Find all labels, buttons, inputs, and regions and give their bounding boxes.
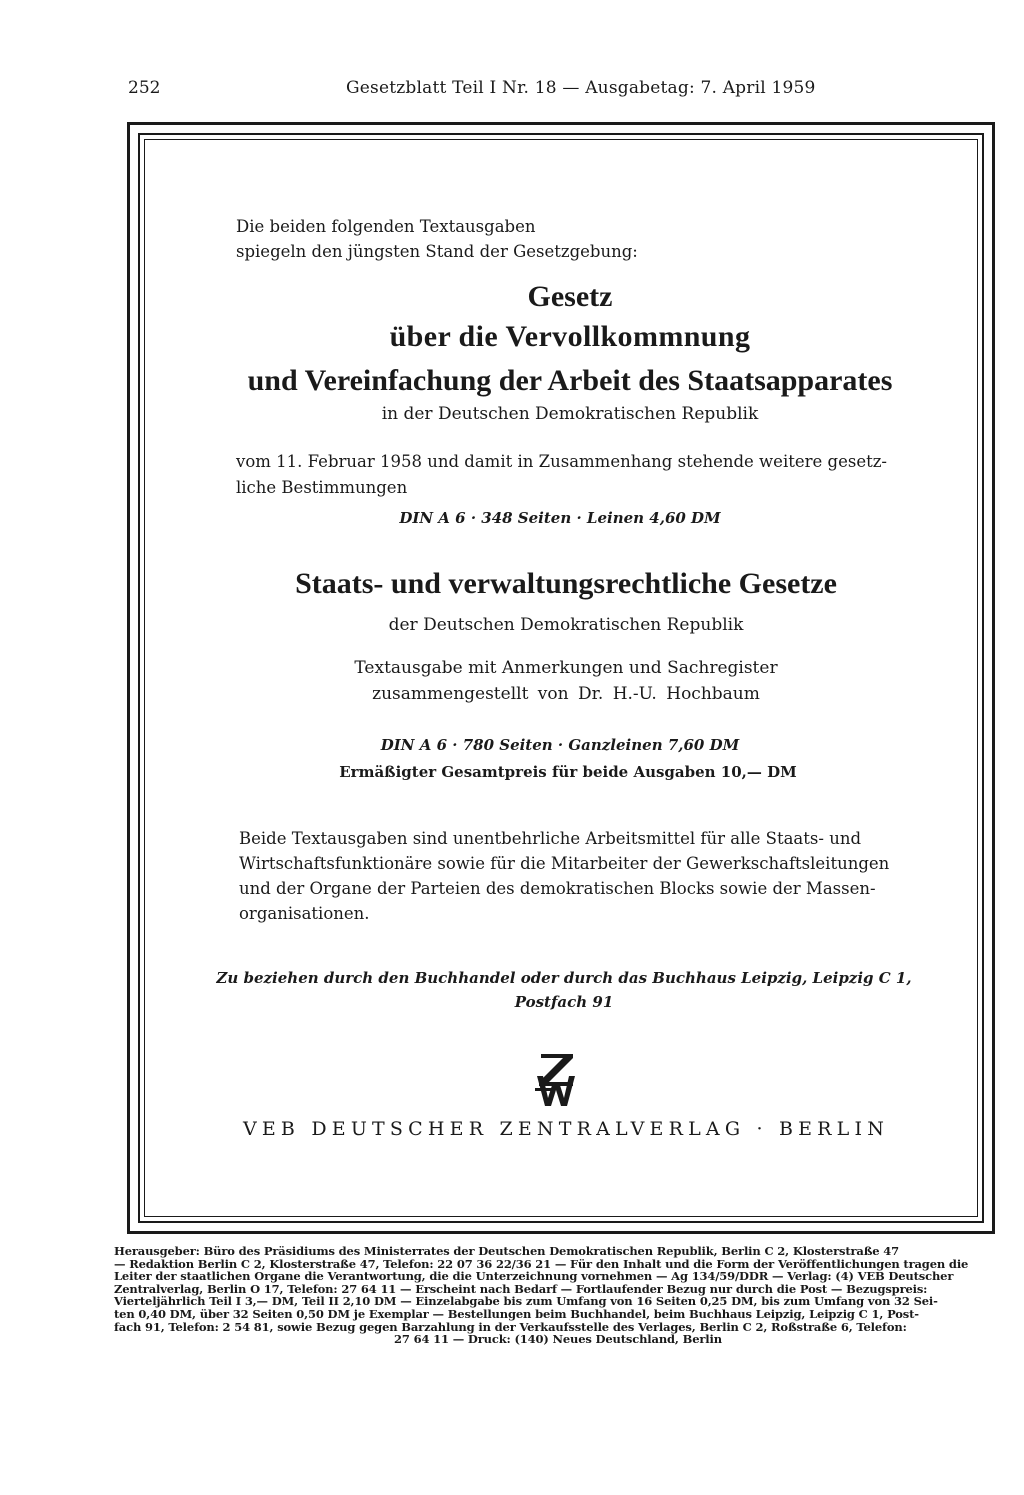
advert-body-text — [239, 826, 891, 926]
body-line-4: organisationen. — [239, 904, 370, 923]
gazette-header-title: Gesetzblatt Teil I Nr. 18 — Ausgabetag: 7. April 1959 — [346, 78, 816, 98]
imprint-line-6: ten 0,40 DM, über 32 Seiten 0,50 DM je Exemplar — Bestellungen beim Buchhandel, beim Buchhaus Leipzig, Leipzig C 1, Post- — [114, 1306, 919, 1321]
imprint-line-3: Leiter der staatlichen Organe die Verantwortung, die die Unterzeichnung vornehmen — Ag 134/59/DDR — Verlag: (4) VEB Deutscher — [114, 1269, 954, 1284]
order-line-2: Postfach 91 — [514, 993, 614, 1011]
order-info — [134, 966, 994, 1014]
body-line-1: Beide Textausgaben sind unentbehrliche Arbeitsmittel für alle Staats- und — [239, 829, 862, 848]
intro-line-2: spiegeln den jüngsten Stand der Gesetzgebung: — [236, 242, 638, 261]
book1-subtitle: in der Deutschen Demokratischen Republik — [381, 404, 759, 424]
page-header — [128, 78, 968, 100]
book2-subtitle: der Deutschen Demokratischen Republik — [388, 615, 744, 635]
book1-desc-line-2: liche Bestimmungen — [236, 478, 408, 497]
book2-title: Staats- und verwaltungsrechtliche Gesetze — [295, 567, 837, 600]
page-number: 252 — [128, 78, 161, 98]
book1-title-line-3: und Vereinfachung der Arbeit des Staatsapparates — [247, 364, 893, 397]
publisher-name: VEB DEUTSCHER ZENTRALVERLAG · BERLIN — [242, 1118, 890, 1140]
book1-desc-line-1: vom 11. Februar 1958 und damit in Zusammenhang stehende weitere gesetz- — [236, 452, 887, 471]
book2-edition-line-1: Textausgabe mit Anmerkungen und Sachregister — [354, 658, 778, 678]
total-price: Ermäßigter Gesamtpreis für beide Ausgaben 10,— DM — [339, 763, 797, 781]
imprint-line-1: Herausgeber: Büro des Präsidiums des Ministerrates der Deutschen Demokratischen Republik, Berlin C 2, Klosterstraße 47 — [114, 1244, 900, 1258]
imprint-footer — [114, 1245, 1002, 1346]
book1-title-line-2: über die Vervollkommnung — [389, 320, 751, 353]
book1-spec: DIN A 6 · 348 Seiten · Leinen 4,60 DM — [399, 509, 721, 527]
body-line-2: Wirtschaftsfunktionäre sowie für die Mitarbeiter der Gewerkschaftsleitungen — [239, 854, 890, 873]
order-line-1: Zu beziehen durch den Buchhandel oder durch das Buchhaus Leipzig, Leipzig C 1, — [216, 969, 912, 987]
imprint-line-8: 27 64 11 — Druck: (140) Neues Deutschland, Berlin — [394, 1332, 722, 1347]
imprint-line-4: Zentralverlag, Berlin O 17, Telefon: 27 64 11 — Erscheint nach Bedarf — Fortlaufender Bezug nur durch die Post — Bezugspreis: — [114, 1281, 928, 1296]
publisher-logo-icon — [533, 1052, 579, 1108]
book1-title-line-1: Gesetz — [527, 280, 613, 313]
intro-line-1: Die beiden folgenden Textausgaben — [236, 217, 536, 236]
imprint-line-2: — Redaktion Berlin C 2, Klosterstraße 47, Telefon: 22 07 36 22/36 21 — Für den Inhalt und die Form der Veröffentlichungen tragen die — [114, 1256, 969, 1271]
body-line-3: und der Organe der Parteien des demokratischen Blocks sowie der Massen- — [239, 879, 876, 898]
imprint-line-7: fach 91, Telefon: 2 54 81, sowie Bezug gegen Barzahlung in der Verkaufsstelle des Verlages, Berlin C 2, Roßstraße 6, Telefon: — [114, 1319, 907, 1334]
imprint-line-5: Vierteljährlich Teil I 3,— DM, Teil II 2,10 DM — Einzelabgabe bis zum Umfang von 16 Seiten 0,25 DM, bis zum Umfang von 32 Sei- — [114, 1294, 938, 1309]
book1-description — [236, 449, 906, 501]
advert-intro — [236, 214, 638, 264]
book2-edition-line-2: zusammengestellt von Dr. H.-U. Hochbaum — [372, 684, 760, 704]
book2-spec: DIN A 6 · 780 Seiten · Ganzleinen 7,60 DM — [380, 736, 740, 754]
